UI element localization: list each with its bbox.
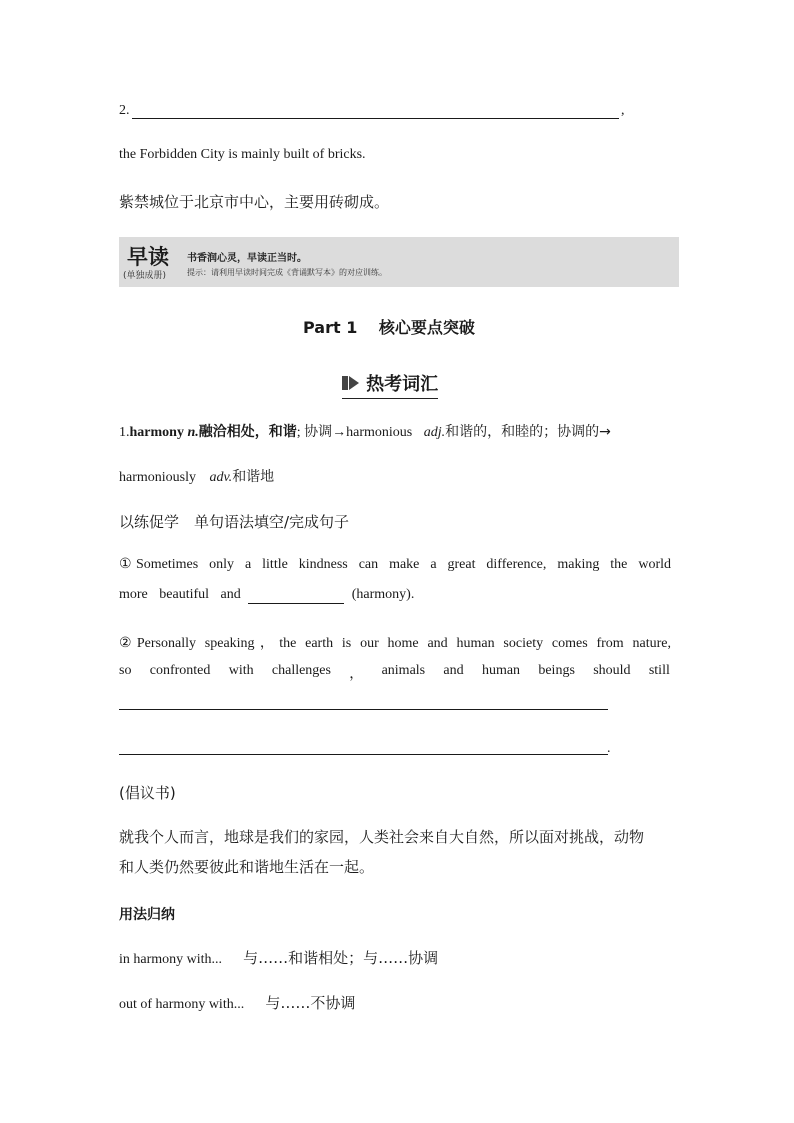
word: challenges [271, 663, 331, 678]
entry-derivative: ; 协调→harmonious [296, 425, 413, 440]
question-english-text: the Forbidden City is mainly built of bricks. [119, 147, 366, 162]
word: should [593, 663, 631, 678]
entry-adverb: harmoniously [119, 470, 196, 485]
part-heading: Part 1 核心要点突破 [303, 318, 475, 337]
word: so [119, 663, 132, 678]
word: ， [349, 667, 364, 682]
usage-item [119, 947, 438, 968]
entry-pos-adv: adv. [209, 470, 233, 485]
banner-subtitle: (单独成册) [123, 271, 167, 281]
word: confronted [149, 663, 211, 678]
section-title: 热考词汇 [366, 374, 439, 395]
entry-word: harmony [129, 425, 184, 440]
exercise-2-answer-line-2[interactable] [119, 754, 608, 755]
section-title-block [342, 370, 438, 399]
entry-adj-meaning: 和谐的，和睦的；协调的→ [445, 424, 611, 440]
entry-pos-adj: adj. [423, 425, 446, 440]
exercise-1-line2 [119, 587, 414, 604]
word: still [648, 663, 670, 678]
section-marker-icon [342, 376, 348, 390]
banner-tip: 提示：请利用早读时间完成《背诵默写本》的对应训练。 [187, 268, 387, 277]
usage-phrase: in harmony with... [119, 952, 223, 967]
exercise-1-line1: ①Sometimes only a little kindness can make a great difference, making the world [119, 557, 671, 572]
exercise-2-translation-line1: 就我个人而言，地球是我们的家园，人类社会来自大自然，所以面对挑战，动物 [119, 828, 645, 846]
vocab-entry-line2 [119, 466, 274, 486]
banner-slogan: 书香润心灵，早读正当时。 [187, 253, 307, 264]
morning-reading-banner [119, 237, 679, 287]
exercise-1-blank[interactable] [248, 587, 344, 604]
exercise-2-answer-line-1[interactable] [119, 709, 608, 710]
banner-title: 早读 [127, 245, 169, 269]
exercise-2-line1: ②Personally speaking，the earth is our home and human society comes from nature, [119, 636, 671, 651]
word: with [228, 663, 254, 678]
exercise-2-line2 [119, 663, 670, 683]
question-comma: , [621, 103, 625, 118]
word: animals [381, 663, 426, 678]
section-arrow-icon [349, 376, 359, 390]
entry-adv-meaning: 和谐地 [232, 469, 275, 485]
exercise-2-source: (倡议书) [119, 784, 176, 802]
exercise-1-hint: (harmony). [351, 587, 415, 602]
exercise-1-text: more beautiful and [119, 587, 241, 602]
word: beings [538, 663, 575, 678]
usage-item [119, 992, 355, 1013]
entry-number: 1. [119, 425, 130, 440]
question-number: 2. [119, 103, 130, 118]
open-book-icon [701, 237, 779, 287]
entry-meaning: 融洽相处，和谐 [198, 424, 297, 440]
word: human [481, 663, 521, 678]
answer-blank[interactable] [132, 118, 619, 119]
usage-meaning: 与……不协调 [265, 994, 356, 1012]
usage-title: 用法归纳 [119, 907, 175, 923]
vocab-entry-line1 [119, 421, 611, 441]
exercise-2-translation-line2: 和人类仍然要彼此和谐地生活在一起。 [119, 858, 375, 876]
word: and [443, 663, 464, 678]
usage-phrase: out of harmony with... [119, 997, 245, 1012]
usage-meaning: 与……和谐相处；与……协调 [243, 949, 439, 967]
practice-title: 以练促学 单句语法填空/完成句子 [119, 513, 350, 531]
entry-pos: n. [187, 425, 199, 440]
question-chinese-translation: 紫禁城位于北京市中心，主要用砖砌成。 [119, 193, 390, 211]
exercise-2-period: . [607, 741, 611, 756]
